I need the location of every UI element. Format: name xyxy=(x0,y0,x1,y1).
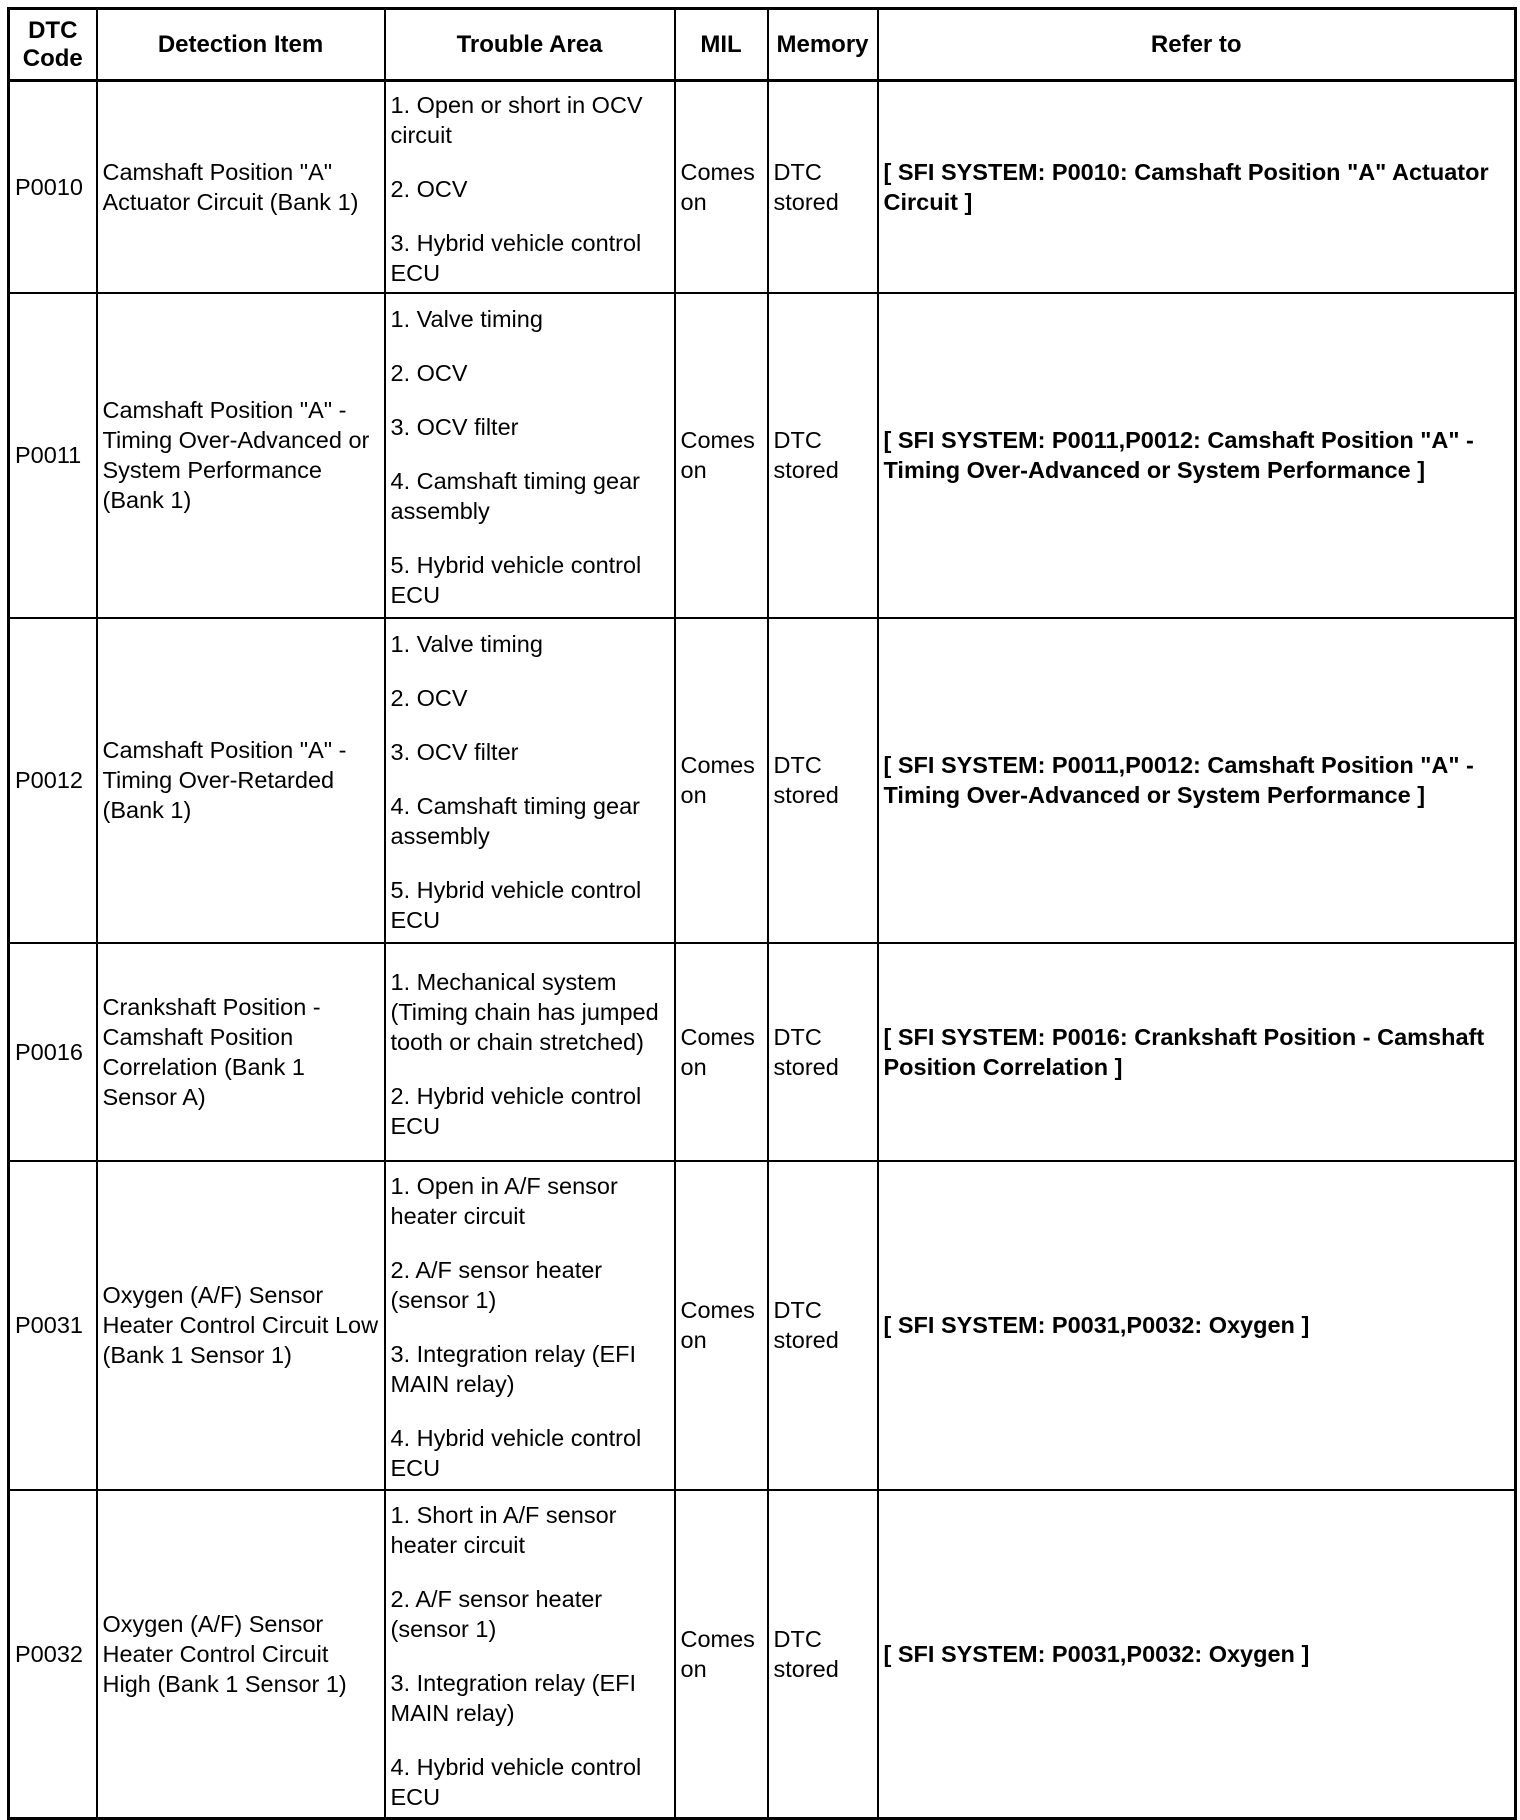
detection-item-cell: Camshaft Position "A" Actuator Circuit (Bank 1) xyxy=(97,81,385,293)
header-mil: MIL xyxy=(675,9,768,81)
table-row xyxy=(9,618,1516,943)
trouble-area-item: 2. OCV xyxy=(390,360,468,386)
table-row xyxy=(9,293,1516,618)
trouble-area-item: 4. Camshaft timing gear assembly xyxy=(390,468,640,524)
trouble-area-item: 4. Camshaft timing gear assembly xyxy=(390,793,640,849)
trouble-area-item: 1. Valve timing xyxy=(390,306,543,332)
detection-item-cell: Oxygen (A/F) Sensor Heater Control Circuit High (Bank 1 Sensor 1) xyxy=(97,1490,385,1819)
header-detection-item: Detection Item xyxy=(97,9,385,81)
trouble-area-item: 1. Open in A/F sensor heater circuit xyxy=(390,1173,618,1229)
trouble-area-item: 2. Hybrid vehicle control ECU xyxy=(390,1082,642,1139)
mil-cell: Comes on xyxy=(675,943,768,1161)
trouble-area-cell xyxy=(385,618,675,943)
mil-cell: Comes on xyxy=(675,293,768,618)
dtc-code-cell: P0031 xyxy=(9,1161,97,1490)
dtc-code-cell: P0032 xyxy=(9,1490,97,1819)
header-memory: Memory xyxy=(768,9,878,81)
trouble-area-item: 5. Hybrid vehicle control ECU xyxy=(390,877,642,933)
header-dtc-code: DTC Code xyxy=(9,9,97,81)
memory-cell: DTC stored xyxy=(768,1161,878,1490)
trouble-area-cell xyxy=(385,1490,675,1819)
mil-cell: Comes on xyxy=(675,81,768,293)
table-row xyxy=(9,943,1516,1161)
trouble-area-item: 2. OCV xyxy=(390,175,468,202)
trouble-area-item: 1. Valve timing xyxy=(390,631,543,657)
dtc-table xyxy=(7,7,1517,1820)
trouble-area-item: 5. Hybrid vehicle control ECU xyxy=(390,552,642,608)
dtc-code-cell: P0010 xyxy=(9,81,97,293)
mil-cell: Comes on xyxy=(675,618,768,943)
refer-to-link[interactable]: [ SFI SYSTEM: P0011,P0012: Camshaft Position "A" - Timing Over-Advanced or System Performance ] xyxy=(878,618,1516,943)
header-refer-to: Refer to xyxy=(878,9,1516,81)
trouble-area-item: 1. Short in A/F sensor heater circuit xyxy=(390,1501,617,1558)
detection-item-cell: Camshaft Position "A" - Timing Over-Retarded (Bank 1) xyxy=(97,618,385,943)
mil-cell: Comes on xyxy=(675,1161,768,1490)
trouble-area-item: 3. OCV filter xyxy=(390,414,519,440)
trouble-area-cell xyxy=(385,943,675,1161)
trouble-area-item: 3. Hybrid vehicle control ECU xyxy=(390,229,642,286)
trouble-area-cell xyxy=(385,1161,675,1490)
detection-item-cell: Oxygen (A/F) Sensor Heater Control Circuit Low (Bank 1 Sensor 1) xyxy=(97,1161,385,1490)
table-row xyxy=(9,81,1516,293)
header-row xyxy=(9,9,1516,81)
table-row xyxy=(9,1161,1516,1490)
refer-to-link[interactable]: [ SFI SYSTEM: P0031,P0032: Oxygen ] xyxy=(878,1490,1516,1819)
memory-cell: DTC stored xyxy=(768,1490,878,1819)
trouble-area-item: 4. Hybrid vehicle control ECU xyxy=(390,1753,642,1810)
header-trouble-area: Trouble Area xyxy=(385,9,675,81)
table-body xyxy=(9,81,1516,1819)
refer-to-link[interactable]: [ SFI SYSTEM: P0031,P0032: Oxygen ] xyxy=(878,1161,1516,1490)
trouble-area-cell xyxy=(385,81,675,293)
refer-to-link[interactable]: [ SFI SYSTEM: P0010: Camshaft Position "A" Actuator Circuit ] xyxy=(878,81,1516,293)
trouble-area-item: 2. A/F sensor heater (sensor 1) xyxy=(390,1257,603,1313)
memory-cell: DTC stored xyxy=(768,618,878,943)
trouble-area-cell xyxy=(385,293,675,618)
trouble-area-item: 1. Open or short in OCV circuit xyxy=(390,91,643,148)
trouble-area-item: 3. Integration relay (EFI MAIN relay) xyxy=(390,1341,637,1397)
memory-cell: DTC stored xyxy=(768,943,878,1161)
dtc-code-cell: P0011 xyxy=(9,293,97,618)
detection-item-cell: Camshaft Position "A" - Timing Over-Advanced or System Performance (Bank 1) xyxy=(97,293,385,618)
trouble-area-item: 4. Hybrid vehicle control ECU xyxy=(390,1425,642,1481)
refer-to-link[interactable]: [ SFI SYSTEM: P0016: Crankshaft Position - Camshaft Position Correlation ] xyxy=(878,943,1516,1161)
dtc-code-cell: P0012 xyxy=(9,618,97,943)
table-row xyxy=(9,1490,1516,1819)
trouble-area-item: 1. Mechanical system (Timing chain has jumped tooth or chain stretched) xyxy=(390,968,659,1055)
detection-item-cell: Crankshaft Position - Camshaft Position Correlation (Bank 1 Sensor A) xyxy=(97,943,385,1161)
memory-cell: DTC stored xyxy=(768,81,878,293)
trouble-area-item: 2. A/F sensor heater (sensor 1) xyxy=(390,1585,603,1642)
dtc-code-cell: P0016 xyxy=(9,943,97,1161)
trouble-area-item: 3. Integration relay (EFI MAIN relay) xyxy=(390,1669,637,1726)
memory-cell: DTC stored xyxy=(768,293,878,618)
trouble-area-item: 2. OCV xyxy=(390,685,468,711)
refer-to-link[interactable]: [ SFI SYSTEM: P0011,P0012: Camshaft Position "A" - Timing Over-Advanced or System Performance ] xyxy=(878,293,1516,618)
trouble-area-item: 3. OCV filter xyxy=(390,739,519,765)
mil-cell: Comes on xyxy=(675,1490,768,1819)
